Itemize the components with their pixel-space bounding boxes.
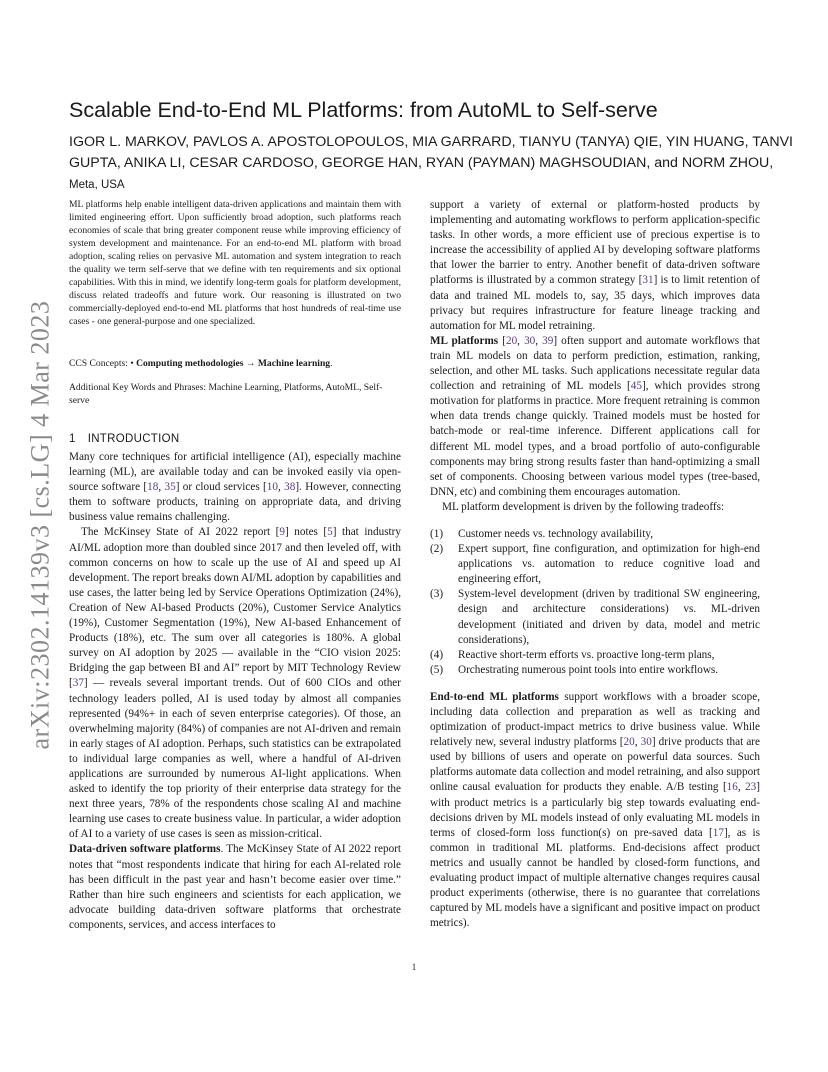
section-number: 1 [69,433,76,445]
text-run: support a variety of external or platform-hosted products by implementing and automating workflows to perform application-specific tasks. In other words, a more efficient use of precious expertise is to increase the accessibility of applied AI by developing software platforms that lower the barrier to entry. Another benefit of data-driven software platforms is illustrated by a common strategy [ [430,199,760,287]
arxiv-stamp [12,290,68,760]
intro-paragraph-2 [69,525,401,842]
list-marker: (3) [430,588,444,601]
text-run: ] with product metrics is a particularly big step towards evaluating end-decisions driven by ML models instead of only evaluating ML models in terms of closed-form loss function(s) on pre-saved data [ [430,781,760,839]
text-run: , [517,334,525,347]
intro-column [69,450,401,933]
text-run: ] is to limit retention of data and trained ML models to, say, 35 days, which improves data privacy but requires infrastructure for feature lineage tracking and automation for ML model retraining. [430,274,760,332]
citation-link[interactable]: 45 [630,380,642,393]
text-run: ] that industry AI/ML adoption more than doubled since 2017 and then leveled off, with common concerns on how to scale up the use of AI and speed up AI development. The report breaks down AI/ML adoption by capabilities and use cases, the latter being led by Service Operations Optimization (24%), Creation of New AI-based Products (20%), Customer Service Analytics (19%), Customer Segmentation (19%), New AI-based Enhancement of Products (18%), etc. The sum over all categories is 180%. A global survey on AI adoption by 2025 — available in the “CIO vision 2025: Bridging the gap between BI and AI” report by MIT Technology Review [ [69,526,401,690]
paragraph-heading: ML platforms [430,334,499,347]
author-block [69,132,799,196]
keywords [69,381,401,407]
right-paragraph-2 [430,334,760,500]
text-run: , [634,736,641,749]
text-run: support workflows with a broader scope, including data collection and preparation as well as tracking and optimization of product-impact metrics to drive business value. While relatively new, several industry platforms [ [430,690,760,749]
citation-link[interactable]: 30 [640,736,652,749]
intro-paragraph-3 [69,842,401,933]
citation-link[interactable]: 35 [164,481,176,494]
text-run: , [535,334,543,347]
list-item-text: System-level development (driven by traditional SW engineering, design and architecture considerations) vs. ML-driven development (initiated and driven by data, model and metric considerations), [458,588,760,646]
text-run: [ [498,334,506,347]
arxiv-stamp-text: arXiv:2302.14139v3 [cs.LG] 4 Mar 2023 [25,300,54,750]
citation-link[interactable]: 16 [726,781,738,794]
text-run: , [158,481,165,494]
text-run: ]. However, connecting them to software products, training on appropriate data, and driving business value remains challenging. [69,481,401,524]
ccs-label: CCS Concepts: [69,358,128,369]
right-column [430,198,760,931]
text-run: ], which provides strong motivation for platforms in practice. More frequent retraining is common when data trends change quickly. Trained models must be hosted for batch-mode or real-time inference. Different applications call for different ML model types, and a broad portfolio of auto-configurable components may bring strong results faster than hand-optimizing a small set of components. Choosing between various model types (tree-based, DNN, etc) and combining them encourages automation. [430,380,760,498]
right-paragraph-4 [430,690,760,932]
citation-link[interactable]: 38 [284,481,296,494]
text-run: ], as is common in traditional ML platforms. End-decisions affect product metrics and usually cannot be handled by closed-form functions, and evaluating product impact of multiple alternative changes requires causal product experiments (otherwise, there is no guarantee that correlations captured by ML models have a significant and positive impact on product metrics). [430,826,760,930]
section-heading [69,432,401,447]
list-item [430,527,760,542]
ccs-bullet: • [130,358,134,369]
right-paragraph-3: ML platform development is driven by the following tradeoffs: [442,500,725,513]
citation-link[interactable]: 39 [542,334,554,347]
section-title: INTRODUCTION [87,433,180,445]
citation-link[interactable]: 9 [279,526,286,539]
abstract-text: ML platforms help enable intelligent data-driven applications and maintain them with limited engineering effort. Upon sufficiently broad adoption, such platforms reach economies of scale that bring greater component reuse while improving efficiency of system development and maintenance. For an end-to-end ML platform with broad adoption, scaling relies on pervasive ML automation and system integration to reach the quality we term self-serve that we define with ten requirements and six optional capabilities. With this in mind, we identify long-term goals for platform development, discuss related tradeoffs and future work. Our reasoning is illustrated on two commercially-deployed end-to-end ML platforms that host hundreds of real-time use cases - one general-purpose and one specialized. [69,199,401,327]
text-run: The McKinsey State of AI 2022 report [ [81,526,280,539]
right-paragraph-1 [430,198,760,334]
keywords-text: Additional Key Words and Phrases: Machine Learning, Platforms, AutoML, Self-serve [69,382,383,406]
text-run: , [737,781,746,794]
text-run: ] notes [ [285,526,328,539]
list-marker: (4) [430,648,444,661]
citation-link[interactable]: 20 [623,736,635,749]
abstract [69,198,401,328]
citation-link[interactable]: 30 [524,334,536,347]
citation-link[interactable]: 37 [72,677,84,690]
paper-title: Scalable End-to-End ML Platforms: from AutoML to Self-serve [69,98,658,122]
paragraph-heading: End-to-end ML platforms [430,690,559,703]
text-run: ] often support and automate workflows that train ML models on data to perform prediction, estimation, ranking, selection, and other ML tasks. Such applications necessitate regular data collection and retraining of ML models [ [430,334,761,393]
ccs-concept: Computing methodologies → Machine learning [136,358,331,369]
citation-link[interactable]: 10 [266,481,278,494]
author-list: IGOR L. MARKOV, PAVLOS A. APOSTOLOPOULOS, MIA GARRARD, TIANYU (TANYA) QIE, YIN HUANG, TANVI GUPTA, ANIKA LI, CESAR CARDOSO, GEORGE HAN, RYAN (PAYMAN) MAGHSOUDIAN, and NORM ZHOU, [69,134,793,171]
citation-link[interactable]: 5 [327,526,333,539]
paragraph-heading: Data-driven software platforms [69,843,221,856]
text-run: ] — reveals several important trends. Out of 600 CIOs and other technology leaders polled, AI is used today by almost all companies represented (94%+ in each of seven enterprise categories). Of those, an overwhelming majority (84%) of companies are not AI-driven and remain in early stages of AI adoption. Perhaps, such statistics can be extrapolated to individual large companies as well, where a handful of AI-driven applications are surrounded by numerous AI-light applications. When asked to identify the top priority of their enterprise data strategy for the next three years, 78% of the respondents chose scaling AI and machine learning use cases to create business value. In particular, a wider adoption of AI to a variety of use cases is seen as mission-critical. [69,677,401,841]
list-marker: (1) [430,527,444,540]
text-run: ] or cloud services [ [175,481,267,494]
list-marker: (2) [430,543,444,556]
citation-link[interactable]: 23 [745,781,757,794]
list-item [430,663,760,678]
tradeoff-list [430,527,760,678]
text-run: Many core techniques for artificial intelligence (AI), especially machine learning (ML), are available today and can be invoked easily via open-source software [ [69,451,401,494]
list-item-text: Customer needs vs. technology availability, [458,527,654,540]
citation-link[interactable]: 20 [505,334,518,347]
list-item-text: Expert support, fine configuration, and optimization for high-end applications vs. automation to reduce cognitive load and engineering effort, [458,543,760,586]
text-run: ] drive products that are used by billions of users and operate on powerful data sources. Such platforms automate data collection and model retraining, and also support online causal evaluation for products they enable. A/B testing [ [430,736,760,794]
list-item-text: Reactive short-term efforts vs. proactive long-term plans, [458,648,715,661]
list-marker: (5) [430,663,444,676]
list-item-text: Orchestrating numerous point tools into entire workflows. [458,663,719,676]
list-item [430,648,760,663]
ccs-end: . [330,358,333,369]
text-run: . The McKinsey State of AI 2022 report notes that “most respondents indicate that hiring for each AI-related role has been difficult in the past year and hasn’t become easier over time.” Rather than hire such engineers and scientists for each application, we advocate building data-driven software platforms that orchestrate components, services, and access interfaces to [69,843,402,931]
list-item [430,587,760,647]
citation-link[interactable]: 31 [642,274,654,287]
page-number: 1 [411,962,417,972]
ccs-concepts [69,357,401,370]
citation-link[interactable]: 17 [712,826,724,839]
text-run: , [277,481,285,494]
citation-link[interactable]: 18 [147,481,159,494]
intro-paragraph-1 [69,450,401,525]
list-item [430,542,760,587]
affiliation: Meta, USA [69,179,125,191]
